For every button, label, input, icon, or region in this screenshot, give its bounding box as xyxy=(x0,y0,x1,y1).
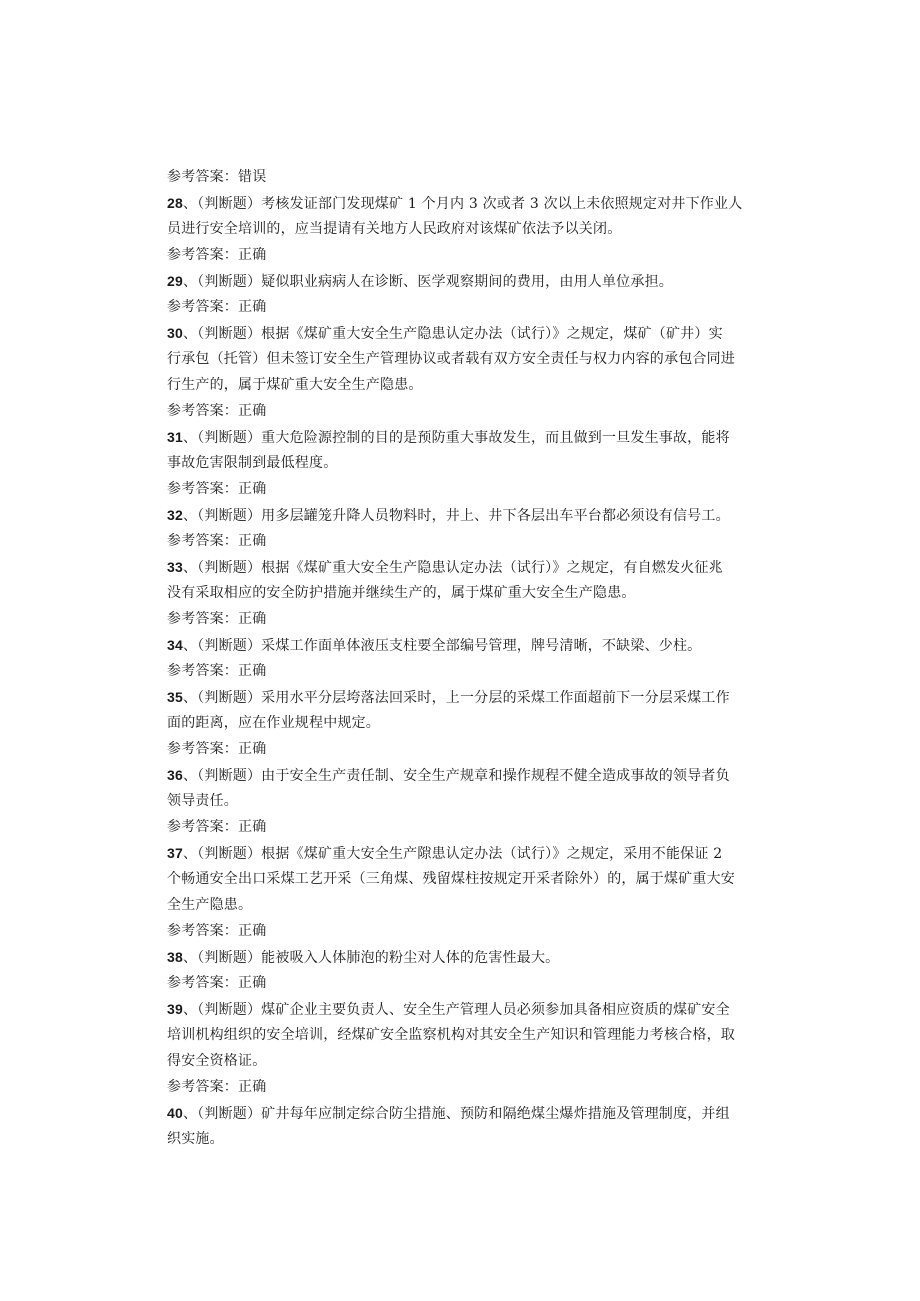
answer-line xyxy=(167,1074,767,1100)
answer-prefix: 参考答案： xyxy=(167,663,238,679)
question-continuation-line xyxy=(167,1048,767,1074)
question-first-line xyxy=(167,502,767,528)
answer-prefix: 参考答案： xyxy=(167,247,238,263)
answer-line xyxy=(167,294,767,320)
question-first-line xyxy=(167,840,767,866)
question-continuation-line xyxy=(167,788,767,814)
question-item xyxy=(167,320,767,424)
answer-prefix: 参考答案： xyxy=(167,975,238,991)
answer-value: 正确 xyxy=(238,611,267,627)
answer-prefix: 参考答案： xyxy=(167,923,238,939)
question-number: 33 xyxy=(167,559,183,575)
answer-line xyxy=(167,606,767,632)
question-list xyxy=(167,190,767,1152)
question-text: 、（判断题）重大危险源控制的目的是预防重大事故发生，而且做到一旦发生事故，能将 xyxy=(182,430,730,446)
question-text: 没有采取相应的安全防护措施并继续生产的，属于煤矿重大安全生产隐患。 xyxy=(167,585,636,601)
answer-value: 正确 xyxy=(238,819,267,835)
question-number: 35 xyxy=(167,689,183,705)
document-page xyxy=(167,164,767,1152)
question-text: 面的距离，应在作业规程中规定。 xyxy=(167,715,380,731)
question-text: 、（判断题）根据《煤矿重大安全生产隙患认定办法（试行）》之规定，采用不能保证 2 xyxy=(182,846,723,862)
question-text: 、（判断题）采用水平分层垮落法回采时，上一分层的采煤工作面超前下一分层采煤工作 xyxy=(182,690,730,706)
question-first-line xyxy=(167,762,767,788)
answer-prefix: 参考答案： xyxy=(167,299,238,315)
question-continuation-line xyxy=(167,1022,767,1048)
question-text: 全生产隐患。 xyxy=(167,897,253,913)
question-text: 、（判断题）用多层罐笼升降人员物料时，井上、井下各层出车平台都必须设有信号工。 xyxy=(182,508,730,524)
question-item xyxy=(167,762,767,840)
question-number: 34 xyxy=(167,637,183,653)
question-text: 个畅通安全出口采煤工艺开采（三角煤、残留煤柱按规定开采者除外）的，属于煤矿重大安 xyxy=(167,871,735,887)
answer-line xyxy=(167,164,767,190)
question-text: 领导责任。 xyxy=(167,793,238,809)
question-item xyxy=(167,840,767,944)
question-continuation-line xyxy=(167,372,767,398)
question-item xyxy=(167,268,767,320)
question-number: 38 xyxy=(167,949,183,965)
question-item xyxy=(167,190,767,268)
answer-value: 正确 xyxy=(238,975,267,991)
answer-prefix: 参考答案： xyxy=(167,481,238,497)
question-text: 、（判断题）煤矿企业主要负责人、安全生产管理人员必须参加具备相应资质的煤矿安全 xyxy=(182,1002,730,1018)
question-continuation-line xyxy=(167,450,767,476)
answer-prefix: 参考答案： xyxy=(167,741,238,757)
answer-prefix: 参考答案： xyxy=(167,819,238,835)
question-item xyxy=(167,1100,767,1152)
question-number: 29 xyxy=(167,273,183,289)
question-text: 得安全资格证。 xyxy=(167,1053,267,1069)
question-first-line xyxy=(167,944,767,970)
question-first-line xyxy=(167,632,767,658)
question-item xyxy=(167,554,767,632)
answer-line xyxy=(167,398,767,424)
answer-line xyxy=(167,242,767,268)
question-text: 、（判断题）考核发证部门发现煤矿 1 个月内 3 次或者 3 次以上未依照规定对井下作业人 xyxy=(182,196,743,212)
answer-value: 错误 xyxy=(238,169,267,185)
question-first-line xyxy=(167,424,767,450)
question-first-line xyxy=(167,684,767,710)
question-text: 织实施。 xyxy=(167,1131,224,1147)
question-continuation-line xyxy=(167,710,767,736)
answer-value: 正确 xyxy=(238,1079,267,1095)
question-item xyxy=(167,684,767,762)
answer-line xyxy=(167,528,767,554)
question-text: 行生产的，属于煤矿重大安全生产隐患。 xyxy=(167,377,423,393)
question-text: 事故危害限制到最低程度。 xyxy=(167,455,338,471)
question-first-line xyxy=(167,554,767,580)
question-first-line xyxy=(167,190,767,216)
question-text: 员进行安全培训的，应当提请有关地方人民政府对该煤矿依法予以关闭。 xyxy=(167,221,622,237)
question-text: 行承包（托管）但未签订安全生产管理协议或者载有双方安全责任与权力内容的承包合同进 xyxy=(167,351,735,367)
question-item xyxy=(167,944,767,996)
question-item xyxy=(167,632,767,684)
answer-line xyxy=(167,736,767,762)
answer-line xyxy=(167,658,767,684)
question-text: 、（判断题）根据《煤矿重大安全生产隐患认定办法（试行）》之规定，有自燃发火征兆 xyxy=(182,560,723,576)
question-number: 36 xyxy=(167,767,183,783)
answer-prefix: 参考答案： xyxy=(167,403,238,419)
answer-value: 正确 xyxy=(238,247,267,263)
question-text: 、（判断题）矿井每年应制定综合防尘措施、预防和隔绝煤尘爆炸措施及管理制度，并组 xyxy=(182,1106,730,1122)
question-first-line xyxy=(167,320,767,346)
answer-line xyxy=(167,476,767,502)
question-number: 32 xyxy=(167,507,183,523)
question-text: 、（判断题）采煤工作面单体液压支柱要全部编号管理，牌号清晰，不缺梁、少柱。 xyxy=(182,638,702,654)
question-number: 28 xyxy=(167,195,183,211)
question-continuation-line xyxy=(167,216,767,242)
question-number: 31 xyxy=(167,429,183,445)
answer-line xyxy=(167,814,767,840)
answer-value: 正确 xyxy=(238,533,267,549)
answer-prefix: 参考答案： xyxy=(167,533,238,549)
answer-value: 正确 xyxy=(238,663,267,679)
question-continuation-line xyxy=(167,346,767,372)
answer-line xyxy=(167,918,767,944)
answer-prefix: 参考答案： xyxy=(167,169,238,185)
question-number: 37 xyxy=(167,845,183,861)
question-number: 39 xyxy=(167,1001,183,1017)
question-text: 、（判断题）由于安全生产责任制、安全生产规章和操作规程不健全造成事故的领导者负 xyxy=(182,768,730,784)
answer-prefix: 参考答案： xyxy=(167,611,238,627)
answer-value: 正确 xyxy=(238,741,267,757)
answer-line xyxy=(167,970,767,996)
question-text: 、（判断题）能被吸入人体肺泡的粉尘对人体的危害性最大。 xyxy=(182,950,560,966)
question-first-line xyxy=(167,996,767,1022)
answer-value: 正确 xyxy=(238,923,267,939)
question-item xyxy=(167,996,767,1100)
question-item xyxy=(167,502,767,554)
question-text: 培训机构组织的安全培训，经煤矿安全监察机构对其安全生产知识和管理能力考核合格，取 xyxy=(167,1027,735,1043)
answer-value: 正确 xyxy=(238,299,267,315)
question-continuation-line xyxy=(167,866,767,892)
question-continuation-line xyxy=(167,1126,767,1152)
answer-value: 正确 xyxy=(238,481,267,497)
answer-value: 正确 xyxy=(238,403,267,419)
question-number: 30 xyxy=(167,325,183,341)
question-text: 、（判断题）根据《煤矿重大安全生产隐患认定办法（试行）》之规定，煤矿（矿井）实 xyxy=(182,326,723,342)
answer-prefix: 参考答案： xyxy=(167,1079,238,1095)
question-continuation-line xyxy=(167,580,767,606)
question-item xyxy=(167,424,767,502)
question-text: 、（判断题）疑似职业病病人在诊断、医学观察期间的费用，由用人单位承担。 xyxy=(182,274,673,290)
question-first-line xyxy=(167,268,767,294)
question-first-line xyxy=(167,1100,767,1126)
question-number: 40 xyxy=(167,1105,183,1121)
question-continuation-line xyxy=(167,892,767,918)
